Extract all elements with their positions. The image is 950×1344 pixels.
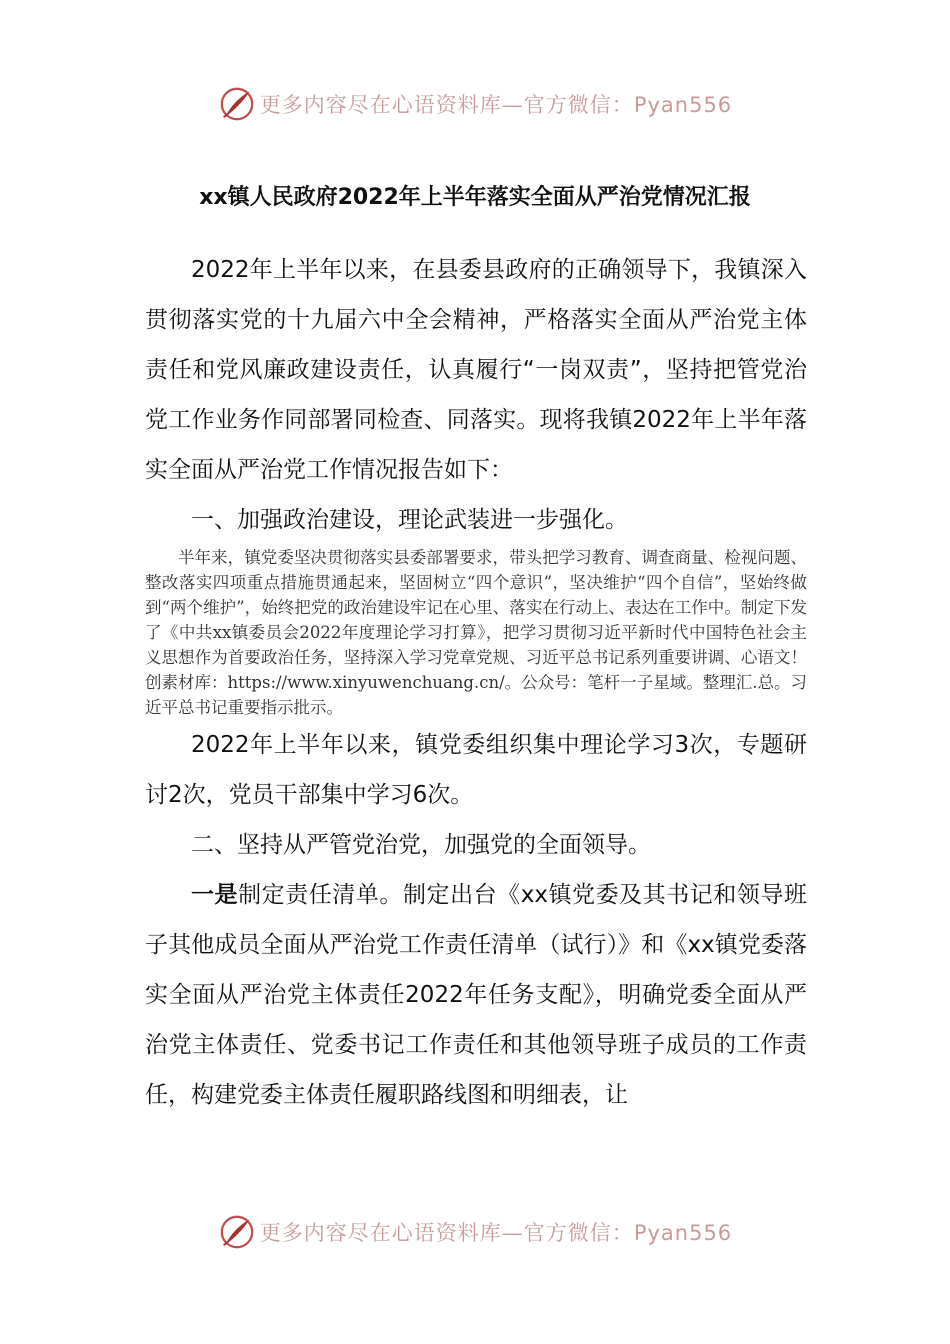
banner-text: 更多内容尽在心语资料库—官方微信： <box>259 1221 634 1245</box>
quill-logo-icon <box>218 1213 256 1251</box>
section-2-text: 制定责任清单。制定出台《xx镇党委及其书记和领导班子其他成员全面从严治党工作责任清单（试行）》和《xx镇党委落实全面从严治党主体责任2022年任务支配》，明确党委全面从严治党主体责任、党委书记工作责任和其他领导班子成员的工作责任，构建党委主体责任履职路线图和明细表，让 <box>145 882 807 1108</box>
footer-watermark-banner <box>0 1212 950 1252</box>
section-2-lead: 一是 <box>191 882 239 908</box>
banner-wechat-id: Pyan556 <box>633 1221 733 1245</box>
section-2-heading: 二、坚持从严管党治党，加强党的全面领导。 <box>191 832 651 858</box>
document-title: xx镇人民政府2022年上半年落实全面从严治党情况汇报 <box>199 185 751 210</box>
header-watermark-banner <box>0 84 950 124</box>
banner-wechat-id: Pyan556 <box>633 93 733 117</box>
section-2-paragraph <box>145 870 807 1120</box>
intro-paragraph: 2022年上半年以来，在县委县政府的正确领导下，我镇深入贯彻落实党的十九届六中全会精神，严格落实全面从严治党主体责任和党风廉政建设责任，认真履行“一岗双责”，坚持把管党治党工作业务作同部署同检查、同落实。现将我镇2022年上半年落实全面从严治党工作情况报告如下： <box>145 257 807 483</box>
document-body <box>145 245 807 1120</box>
section-1-note-paragraph: 半年来，镇党委坚决贯彻落实县委部署要求，带头把学习教育、调查商量、检视问题、整改落实四项重点措施贯通起来，坚固树立“四个意识”，坚决维护“四个自信”，坚始终做到“两个维护”，始终把党的政治建设牢记在心里、落实在行动上、表达在工作中。制定下发了《中共xx镇委员会2022年度理论学习打算》，把学习贯彻习近平新时代中国特色社会主义思想作为首要政治任务，坚持深入学习党章党规、习近平总书记系列重要讲调、心语文！创素材库：https://www.xinyuwenchuang.cn/。公众号：笔杆一子星域。整理汇.总。习近平总书记重要指示批示。 <box>145 548 807 717</box>
banner-text: 更多内容尽在心语资料库—官方微信： <box>259 93 634 117</box>
section-1-heading: 一、加强政治建设，理论武装进一步强化。 <box>191 507 628 533</box>
quill-logo-icon <box>218 85 256 123</box>
section-1-stats-paragraph: 2022年上半年以来，镇党委组织集中理论学习3次，专题研讨2次，党员干部集中学习6次。 <box>145 732 807 808</box>
